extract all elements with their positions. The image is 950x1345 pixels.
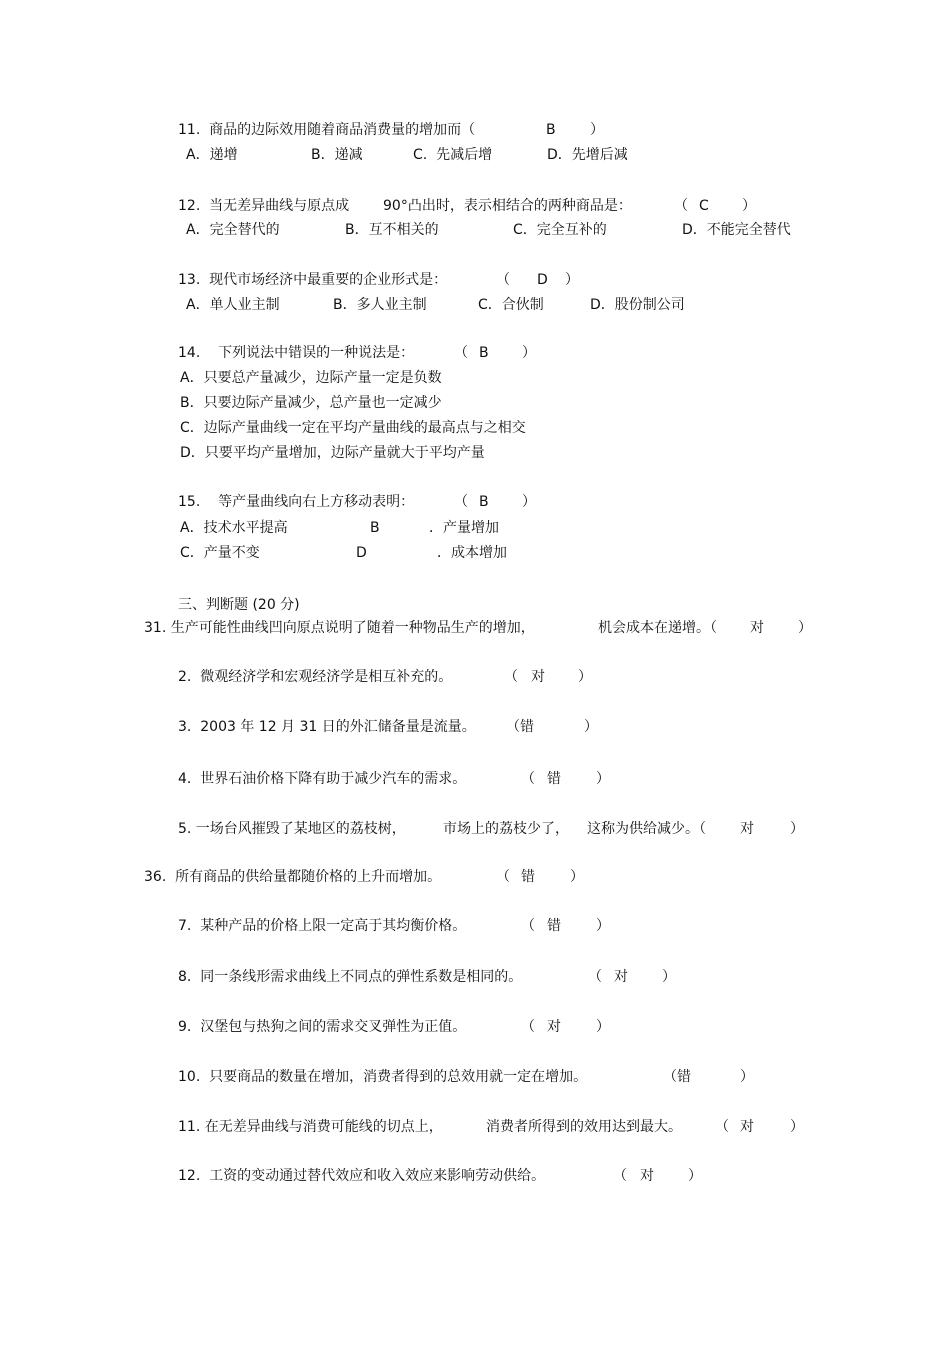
question-12-stem-b: 90°凸出时，表示相结合的两种商品是： [383, 198, 632, 214]
judgment-4-close: ） [596, 771, 610, 787]
judgment-11-open: （ [715, 1119, 729, 1135]
judgment-2-answer: 对 [531, 669, 545, 685]
question-14-option-a: A．只要总产量减少，边际产量一定是负数 [180, 370, 442, 386]
question-13-answer: D [537, 272, 548, 288]
judgment-7-close: ） [596, 918, 610, 934]
question-14-option-d: D．只要平均产量增加，边际产量就大于平均产量 [180, 445, 485, 461]
judgment-8-text: 8. 同一条线形需求曲线上不同点的弹性系数是相同的。 [178, 969, 523, 985]
question-11-stem: 11. 商品的边际效用随着商品消费量的增加而（ [178, 122, 476, 138]
question-13-option-c: C．合伙制 [478, 297, 544, 313]
judgment-9-answer: 对 [547, 1019, 561, 1035]
question-15-option-b-text: ．产量增加 [429, 520, 499, 536]
judgment-12-close: ） [688, 1168, 702, 1184]
question-15-stem: 15. 等产量曲线向右上方移动表明： [178, 494, 415, 510]
question-14-close: ） [522, 345, 536, 361]
judgment-11-text-b: 消费者所得到的效用达到最大。 [486, 1119, 682, 1135]
question-12-stem: 12. 当无差异曲线与原点成 [178, 198, 350, 214]
judgment-2-text: 2. 微观经济学和宏观经济学是相互补充的。 [178, 669, 453, 685]
question-15-option-d-text: ．成本增加 [437, 545, 507, 561]
judgment-11-answer: 对 [740, 1119, 754, 1135]
judgment-10-close: ） [740, 1069, 754, 1085]
judgment-5-close: ） [790, 821, 804, 837]
judgment-5-text-c: 这称为供给减少。（ [587, 821, 706, 837]
question-12-open: （ [674, 198, 688, 214]
judgment-12-open: （ [613, 1168, 627, 1184]
judgment-8-open: （ [588, 969, 602, 985]
judgment-31-text: 31. 生产可能性曲线凹向原点说明了随着一种物品生产的增加， [144, 620, 535, 636]
question-12-option-c: C．完全互补的 [513, 222, 607, 238]
question-14-stem: 14. 下列说法中错误的一种说法是： [178, 345, 415, 361]
judgment-10-open-answer: （错 [663, 1069, 691, 1085]
question-13-option-d: D．股份制公司 [590, 297, 685, 313]
question-11-option-c: C. 先减后增 [413, 147, 493, 163]
judgment-12-answer: 对 [640, 1168, 654, 1184]
judgment-8-answer: 对 [614, 969, 628, 985]
question-15-answer: B [479, 494, 489, 510]
judgment-3-close: ） [584, 719, 598, 735]
judgment-4-text: 4. 世界石油价格下降有助于减少汽车的需求。 [178, 771, 467, 787]
judgment-7-text: 7. 某种产品的价格上限一定高于其均衡价格。 [178, 918, 467, 934]
judgment-9-open: （ [521, 1019, 535, 1035]
judgment-2-close: ） [578, 669, 592, 685]
judgment-31-close: ） [798, 620, 812, 636]
question-11-answer: B [546, 122, 556, 138]
question-15-option-b-letter: B [370, 520, 380, 536]
judgment-12-text: 12. 工资的变动通过替代效应和收入效应来影响劳动供给。 [178, 1168, 546, 1184]
judgment-36-text: 36. 所有商品的供给量都随价格的上升而增加。 [144, 869, 442, 885]
question-11-option-a: A．递增 [186, 147, 238, 163]
question-13-open: （ [496, 272, 510, 288]
judgment-36-answer: 错 [521, 869, 535, 885]
judgment-8-close: ） [662, 969, 676, 985]
question-12-option-b: B．互不相关的 [345, 222, 439, 238]
judgment-3-text: 3. 2003 年 12 月 31 日的外汇储备量是流量。 [178, 719, 476, 735]
judgment-9-text: 9. 汉堡包与热狗之间的需求交叉弹性为正值。 [178, 1019, 467, 1035]
judgment-31-text-b: 机会成本在递增。（ [598, 620, 717, 636]
judgment-4-answer: 错 [547, 771, 561, 787]
judgment-11-text: 11. 在无差异曲线与消费可能线的切点上， [178, 1119, 443, 1135]
judgment-9-close: ） [596, 1019, 610, 1035]
question-11-option-b: B．递减 [311, 147, 363, 163]
question-15-option-a: A．技术水平提高 [180, 520, 288, 536]
judgment-10-text: 10. 只要商品的数量在增加，消费者得到的总效用就一定在增加。 [178, 1069, 588, 1085]
section-three-heading: 三、判断题 (20 分) [178, 597, 300, 613]
question-13-close: ） [565, 272, 579, 288]
question-15-option-d-letter: D [356, 545, 367, 561]
question-12-answer: C [699, 198, 709, 214]
question-13-option-a: A．单人业主制 [186, 297, 280, 313]
question-12-option-a: A．完全替代的 [186, 222, 280, 238]
judgment-5-text-b: 市场上的荔枝少了， [443, 821, 569, 837]
question-13-option-b: B．多人业主制 [333, 297, 427, 313]
question-14-open: （ [454, 345, 468, 361]
judgment-7-answer: 错 [547, 918, 561, 934]
judgment-36-close: ） [570, 869, 584, 885]
question-12-close: ） [742, 198, 756, 214]
question-11-option-d: D．先增后减 [547, 147, 628, 163]
judgment-36-open: （ [496, 869, 510, 885]
question-11-close: ） [590, 122, 604, 138]
question-14-option-b: B．只要边际产量减少，总产量也一定减少 [180, 395, 442, 411]
judgment-2-open: （ [504, 669, 518, 685]
question-13-stem: 13. 现代市场经济中最重要的企业形式是： [178, 272, 448, 288]
question-14-option-c: C．边际产量曲线一定在平均产量曲线的最高点与之相交 [180, 420, 526, 436]
judgment-31-answer: 对 [750, 620, 764, 636]
judgment-4-open: （ [521, 771, 535, 787]
question-15-open: （ [454, 494, 468, 510]
question-15-close: ） [522, 494, 536, 510]
judgment-5-text: 5. 一场台风摧毁了某地区的荔枝树， [178, 821, 406, 837]
question-12-option-d: D．不能完全替代 [682, 222, 791, 238]
judgment-7-open: （ [521, 918, 535, 934]
judgment-11-close: ） [790, 1119, 804, 1135]
judgment-3-open-answer: （错 [506, 719, 534, 735]
question-14-answer: B [479, 345, 489, 361]
judgment-5-answer: 对 [740, 821, 754, 837]
question-15-option-c: C．产量不变 [180, 545, 260, 561]
